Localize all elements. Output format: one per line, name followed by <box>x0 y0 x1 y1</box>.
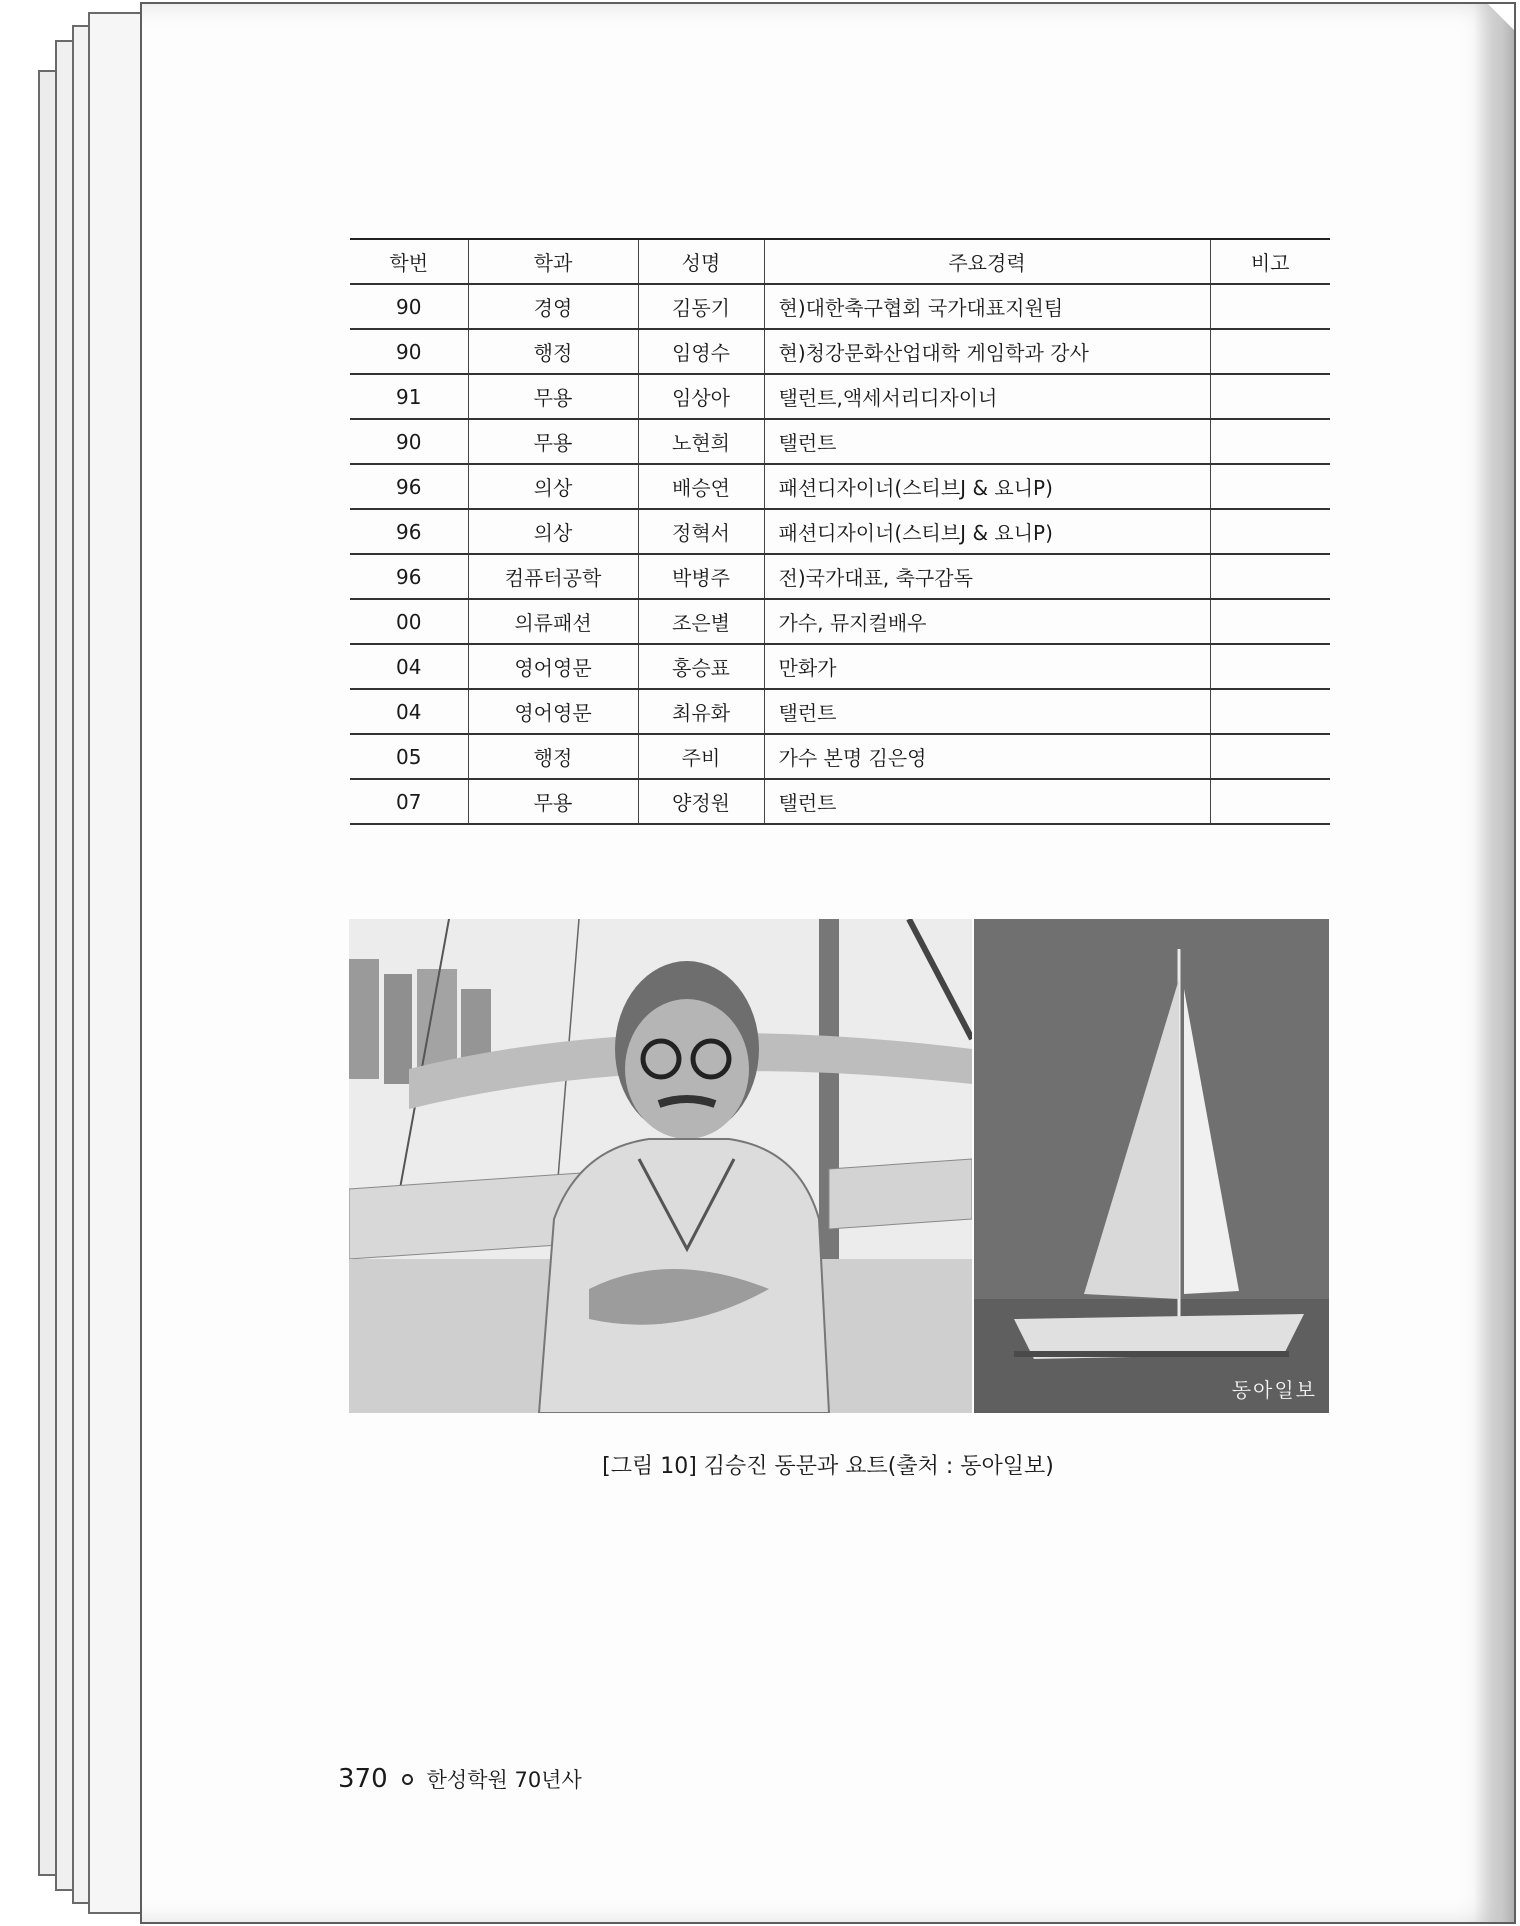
table-row <box>350 779 1330 824</box>
cell-remarks <box>1210 554 1330 599</box>
cell-name: 노현희 <box>638 419 764 464</box>
cell-department: 무용 <box>468 779 638 824</box>
cell-department: 의류패션 <box>468 599 638 644</box>
photo-yacht-image <box>974 919 1329 1413</box>
header-name: 성명 <box>638 239 764 284</box>
cell-name: 양정원 <box>638 779 764 824</box>
cell-department: 행정 <box>468 329 638 374</box>
cell-name: 임상아 <box>638 374 764 419</box>
photo-sailing-yacht <box>974 919 1329 1413</box>
cell-name: 조은별 <box>638 599 764 644</box>
book-title: 한성학원 70년사 <box>426 1768 582 1792</box>
cell-career: 만화가 <box>764 644 1210 689</box>
table-row <box>350 644 1330 689</box>
cell-student-year: 96 <box>350 509 468 554</box>
page-number: 370 <box>338 1764 388 1794</box>
photo-alumnus-marina <box>349 919 972 1413</box>
cell-student-year: 07 <box>350 779 468 824</box>
cell-career: 패션디자이너(스티브J & 요니P) <box>764 464 1210 509</box>
cell-name: 배승연 <box>638 464 764 509</box>
table-row <box>350 599 1330 644</box>
cell-career: 탤런트,액세서리디자이너 <box>764 374 1210 419</box>
cell-student-year: 96 <box>350 464 468 509</box>
cell-career: 전)국가대표, 축구감독 <box>764 554 1210 599</box>
cell-department: 영어영문 <box>468 644 638 689</box>
header-department: 학과 <box>468 239 638 284</box>
photo-marina-image <box>349 919 972 1413</box>
photo-watermark: 동아일보 <box>1231 1378 1317 1402</box>
table-row <box>350 374 1330 419</box>
page-shadow <box>1474 4 1514 1922</box>
bullet-separator-icon <box>402 1774 413 1785</box>
cell-name: 주비 <box>638 734 764 779</box>
cell-name: 정혁서 <box>638 509 764 554</box>
cell-name: 최유화 <box>638 689 764 734</box>
cell-department: 경영 <box>468 284 638 329</box>
cell-name: 박병주 <box>638 554 764 599</box>
header-career: 주요경력 <box>764 239 1210 284</box>
header-remarks: 비고 <box>1210 239 1330 284</box>
cell-student-year: 91 <box>350 374 468 419</box>
cell-name: 임영수 <box>638 329 764 374</box>
cell-name: 김동기 <box>638 284 764 329</box>
cell-remarks <box>1210 464 1330 509</box>
table-header-row <box>350 239 1330 284</box>
cell-student-year: 04 <box>350 644 468 689</box>
cell-remarks <box>1210 509 1330 554</box>
cell-remarks <box>1210 284 1330 329</box>
cell-remarks <box>1210 734 1330 779</box>
cell-department: 무용 <box>468 419 638 464</box>
cell-remarks <box>1210 419 1330 464</box>
cell-career: 패션디자이너(스티브J & 요니P) <box>764 509 1210 554</box>
cell-department: 컴퓨터공학 <box>468 554 638 599</box>
cell-career: 탤런트 <box>764 779 1210 824</box>
cell-remarks <box>1210 329 1330 374</box>
cell-student-year: 90 <box>350 329 468 374</box>
cell-student-year: 90 <box>350 284 468 329</box>
table-row <box>350 464 1330 509</box>
cell-student-year: 00 <box>350 599 468 644</box>
page-footer <box>338 1764 582 1794</box>
cell-career: 현)청강문화산업대학 게임학과 강사 <box>764 329 1210 374</box>
table-row <box>350 419 1330 464</box>
cell-career: 가수, 뮤지컬배우 <box>764 599 1210 644</box>
cell-student-year: 04 <box>350 689 468 734</box>
table-row <box>350 284 1330 329</box>
cell-career: 가수 본명 김은영 <box>764 734 1210 779</box>
cell-career: 현)대한축구협회 국가대표지원팀 <box>764 284 1210 329</box>
alumni-table <box>350 238 1330 825</box>
cell-career: 탤런트 <box>764 419 1210 464</box>
cell-department: 의상 <box>468 509 638 554</box>
table-row <box>350 734 1330 779</box>
book-page <box>140 2 1516 1924</box>
cell-department: 행정 <box>468 734 638 779</box>
page-corner <box>1488 4 1514 30</box>
cell-student-year: 90 <box>350 419 468 464</box>
cell-department: 영어영문 <box>468 689 638 734</box>
cell-student-year: 96 <box>350 554 468 599</box>
cell-department: 의상 <box>468 464 638 509</box>
cell-remarks <box>1210 779 1330 824</box>
cell-department: 무용 <box>468 374 638 419</box>
cell-career: 탤런트 <box>764 689 1210 734</box>
table-row <box>350 689 1330 734</box>
table-row <box>350 329 1330 374</box>
cell-remarks <box>1210 599 1330 644</box>
header-student-year: 학번 <box>350 239 468 284</box>
figure-caption: [그림 10] 김승진 동문과 요트(출처 : 동아일보) <box>602 1454 1054 1479</box>
cell-remarks <box>1210 374 1330 419</box>
table-row <box>350 509 1330 554</box>
cell-student-year: 05 <box>350 734 468 779</box>
cell-remarks <box>1210 644 1330 689</box>
cell-remarks <box>1210 689 1330 734</box>
table-row <box>350 554 1330 599</box>
cell-name: 홍승표 <box>638 644 764 689</box>
